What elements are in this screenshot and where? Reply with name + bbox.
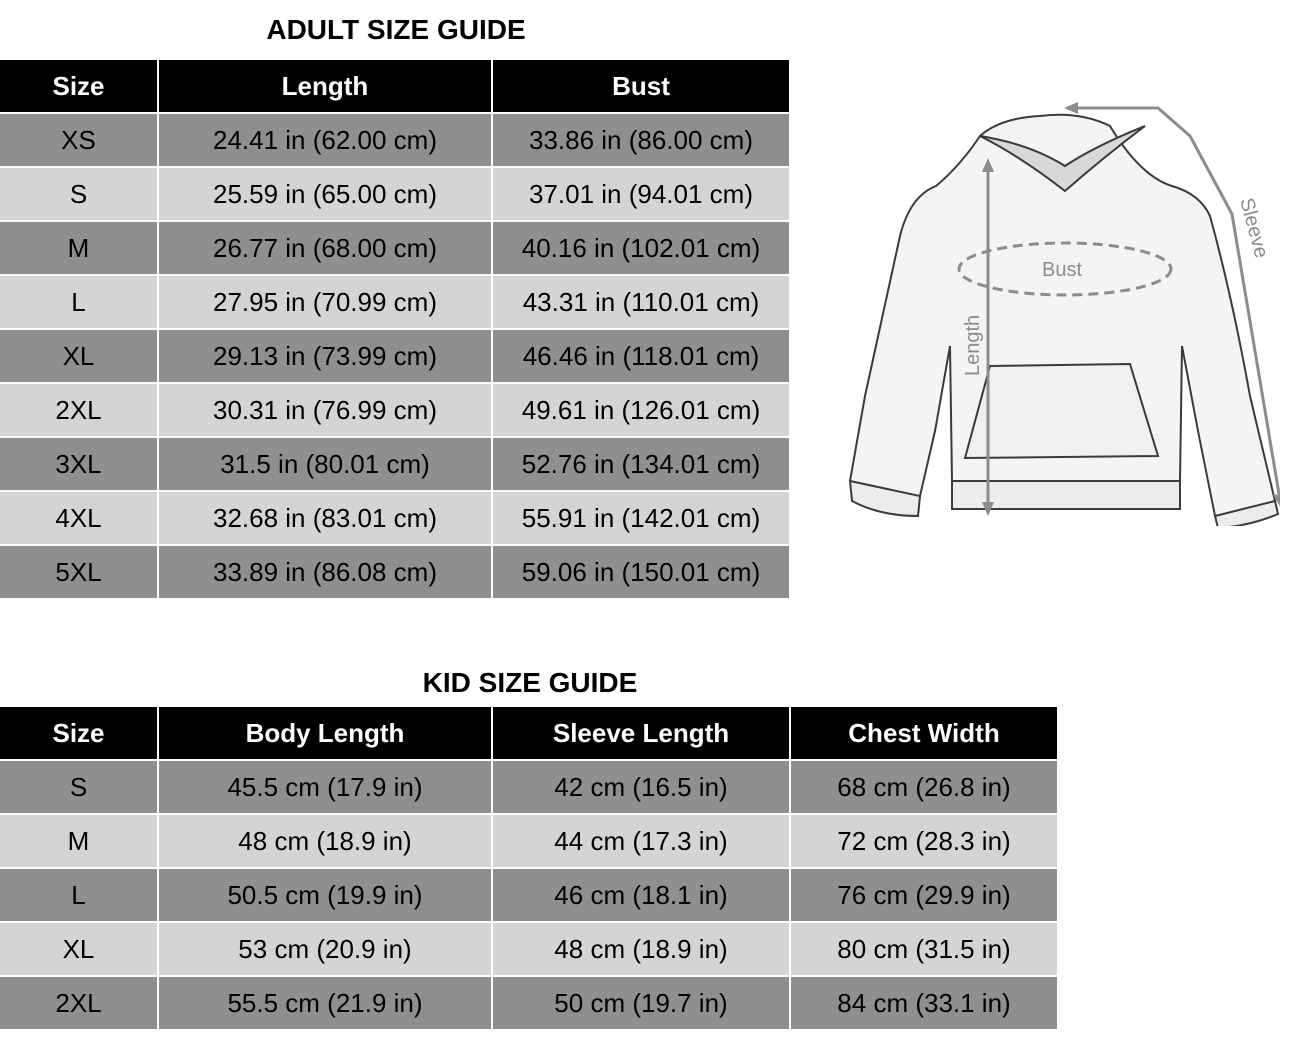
column-header-length: Length (159, 60, 491, 112)
cell-bust: 37.01 in (94.01 cm) (493, 168, 789, 220)
cell-length: 26.77 in (68.00 cm) (159, 222, 491, 274)
table-row (0, 438, 789, 490)
sleeve-label: Sleeve (1235, 195, 1273, 261)
cell-length: 30.31 in (76.99 cm) (159, 384, 491, 436)
cell-bust: 40.16 in (102.01 cm) (493, 222, 789, 274)
cell-bust: 52.76 in (134.01 cm) (493, 438, 789, 490)
cell-length: 32.68 in (83.01 cm) (159, 492, 491, 544)
table-row (0, 114, 789, 166)
table-row (0, 276, 789, 328)
column-header-size: Size (0, 60, 157, 112)
cell-bust: 33.86 in (86.00 cm) (493, 114, 789, 166)
cell-size: M (0, 815, 157, 867)
table-row (0, 222, 789, 274)
cell-body-length: 50.5 cm (19.9 in) (159, 869, 491, 921)
cell-bust: 55.91 in (142.01 cm) (493, 492, 789, 544)
cell-sleeve-length: 44 cm (17.3 in) (493, 815, 789, 867)
column-header-bust: Bust (493, 60, 789, 112)
cell-chest-width: 80 cm (31.5 in) (791, 923, 1057, 975)
column-header-size: Size (0, 707, 157, 759)
kid-table-body (0, 761, 1057, 1029)
cell-sleeve-length: 48 cm (18.9 in) (493, 923, 789, 975)
kid-size-guide-title: KID SIZE GUIDE (422, 667, 638, 698)
cell-length: 24.41 in (62.00 cm) (159, 114, 491, 166)
cell-bust: 59.06 in (150.01 cm) (493, 546, 789, 598)
table-row (0, 330, 789, 382)
cell-bust: 49.61 in (126.01 cm) (493, 384, 789, 436)
table-row (0, 761, 1057, 813)
table-header-row (0, 707, 1057, 759)
cell-chest-width: 72 cm (28.3 in) (791, 815, 1057, 867)
table-row (0, 923, 1057, 975)
bust-label: Bust (1042, 259, 1083, 281)
cell-size: 2XL (0, 977, 157, 1029)
cell-bust: 46.46 in (118.01 cm) (493, 330, 789, 382)
table-row (0, 384, 789, 436)
cell-sleeve-length: 46 cm (18.1 in) (493, 869, 789, 921)
cell-length: 25.59 in (65.00 cm) (159, 168, 491, 220)
cell-length: 29.13 in (73.99 cm) (159, 330, 491, 382)
table-row (0, 815, 1057, 867)
column-header-body-length: Body Length (159, 707, 491, 759)
cell-body-length: 48 cm (18.9 in) (159, 815, 491, 867)
hoodie-measurement-diagram (840, 96, 1280, 526)
cell-bust: 43.31 in (110.01 cm) (493, 276, 789, 328)
sleeve-arrow-start-icon (1064, 102, 1078, 114)
table-row (0, 168, 789, 220)
table-row (0, 869, 1057, 921)
table-header-row (0, 60, 789, 112)
cell-length: 31.5 in (80.01 cm) (159, 438, 491, 490)
cell-length: 33.89 in (86.08 cm) (159, 546, 491, 598)
table-row (0, 977, 1057, 1029)
adult-size-guide-title: ADULT SIZE GUIDE (266, 14, 526, 45)
length-label: Length (962, 314, 984, 376)
cell-size: 3XL (0, 438, 157, 490)
cell-chest-width: 84 cm (33.1 in) (791, 977, 1057, 1029)
cell-size: S (0, 761, 157, 813)
cell-size: L (0, 276, 157, 328)
column-header-sleeve-length: Sleeve Length (493, 707, 789, 759)
cell-size: XL (0, 330, 157, 382)
cell-size: M (0, 222, 157, 274)
cell-size: XL (0, 923, 157, 975)
kid-size-table (0, 705, 1059, 1031)
adult-size-table (0, 58, 791, 600)
cell-body-length: 45.5 cm (17.9 in) (159, 761, 491, 813)
hoodie-outline (850, 115, 1278, 526)
cell-chest-width: 68 cm (26.8 in) (791, 761, 1057, 813)
cell-length: 27.95 in (70.99 cm) (159, 276, 491, 328)
table-row (0, 546, 789, 598)
table-row (0, 492, 789, 544)
cell-sleeve-length: 50 cm (19.7 in) (493, 977, 789, 1029)
column-header-chest-width: Chest Width (791, 707, 1057, 759)
cell-body-length: 53 cm (20.9 in) (159, 923, 491, 975)
cell-size: S (0, 168, 157, 220)
cell-sleeve-length: 42 cm (16.5 in) (493, 761, 789, 813)
cell-chest-width: 76 cm (29.9 in) (791, 869, 1057, 921)
adult-table-body (0, 114, 789, 598)
cell-size: XS (0, 114, 157, 166)
cell-body-length: 55.5 cm (21.9 in) (159, 977, 491, 1029)
cell-size: L (0, 869, 157, 921)
cell-size: 2XL (0, 384, 157, 436)
cell-size: 5XL (0, 546, 157, 598)
cell-size: 4XL (0, 492, 157, 544)
